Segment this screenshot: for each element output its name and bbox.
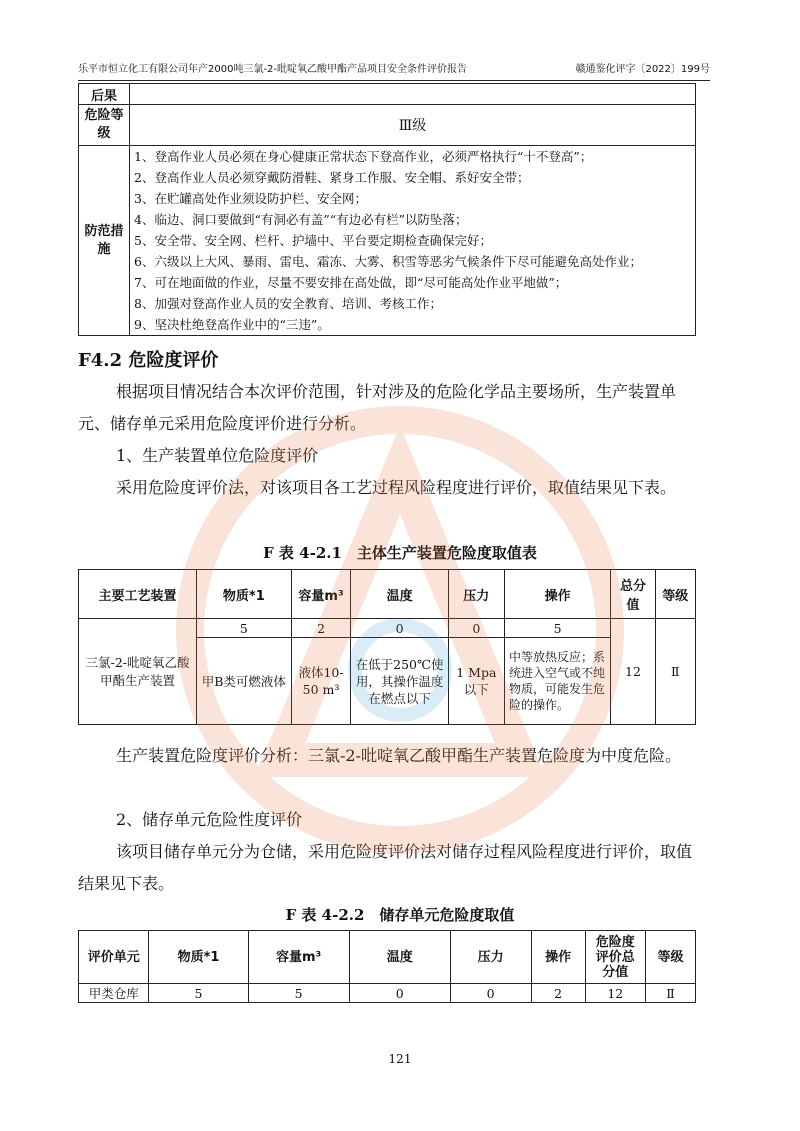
score-cell: 2 [531, 984, 585, 1003]
desc-cell: 1 Mpa以下 [448, 638, 504, 725]
column-header: 温度 [351, 570, 448, 619]
column-header: 等级 [655, 570, 695, 619]
paragraph-intro: 根据项目情况结合本次评价范围，针对涉及的危险化学品主要场所，生产装置单元、储存单元采用危险度评价进行分析。 [78, 382, 677, 433]
column-header: 操作 [531, 931, 585, 984]
score-cell: 0 [448, 619, 504, 638]
score-cell: 0 [349, 984, 450, 1003]
table-caption-production: F 表 4-2.1 主体生产装置危险度取值表 [263, 544, 537, 562]
list-item: 7、可在地面做的作业，尽量不要安排在高处做，即“尽可能高处作业平地做”； [134, 275, 568, 290]
column-header: 操作 [504, 570, 610, 619]
column-header: 温度 [349, 931, 450, 984]
column-header: 容量m³ [291, 570, 351, 619]
table-caption-storage: F 表 4-2.2 储存单元危险度取值 [285, 906, 515, 924]
table-header-row [79, 570, 696, 619]
score-cell: 0 [351, 619, 448, 638]
consequence-label: 后果 [79, 84, 130, 105]
column-header: 等级 [645, 931, 695, 984]
desc-cell: 中等放热反应；系统进入空气或不纯物质，可能发生危险的操作。 [504, 638, 610, 725]
column-header: 容量m³ [248, 931, 349, 984]
column-header: 压力 [450, 931, 531, 984]
score-cell: 5 [197, 619, 291, 638]
score-cell: 5 [504, 619, 610, 638]
score-cell: 5 [149, 984, 248, 1003]
table-row [79, 984, 696, 1003]
section-title: F4.2 危险度评价 [78, 350, 219, 371]
list-item: 4、临边、洞口要做到“有洞必有盖”“有边必有栏”以防坠落； [134, 212, 468, 227]
column-header: 物质*1 [197, 570, 291, 619]
production-risk-table [78, 569, 696, 725]
table-row [79, 146, 696, 336]
measures-list [130, 146, 696, 336]
subheading-production: 1、生产装置单位危险度评价 [116, 446, 319, 465]
total-cell: 12 [585, 984, 645, 1003]
grade-cell: Ⅱ [645, 984, 695, 1003]
score-cell: 0 [450, 984, 531, 1003]
measures-label: 防范措施 [79, 146, 130, 336]
list-item: 1、登高作业人员必须在身心健康正常状态下登高作业，必须严格执行“十不登高”； [134, 149, 593, 164]
list-item: 8、加强对登高作业人员的安全教育、培训、考核工作； [134, 296, 442, 311]
measures-table [78, 83, 696, 336]
subheading-storage: 2、储存单元危险性度评价 [116, 810, 303, 829]
list-item: 9、坚决杜绝登高作业中的“三违”。 [134, 317, 330, 332]
table-row [79, 105, 696, 146]
level-value: Ⅲ级 [130, 105, 696, 146]
list-item: 3、在贮罐高处作业须设防护栏、安全网； [134, 191, 367, 206]
column-header: 危险度评价总分值 [585, 931, 645, 984]
score-cell: 5 [248, 984, 349, 1003]
device-cell: 三氯-2-吡啶氧乙酸甲酯生产装置 [79, 619, 197, 725]
page-number: 121 [388, 1052, 412, 1066]
header-report-no: 赣通鉴化评字〔2022〕199号 [575, 64, 710, 75]
list-item: 6、六级以上大风、暴雨、雷电、霜冻、大雾、积雪等恶劣气候条件下尽可能避免高处作业； [134, 254, 642, 269]
paragraph-method: 采用危险度评价法，对该项目各工艺过程风险程度进行评价，取值结果见下表。 [116, 478, 677, 497]
score-cell: 2 [291, 619, 351, 638]
list-item: 2、登高作业人员必须穿戴防滑鞋、紧身工作服、安全帽、系好安全带； [134, 170, 530, 185]
column-header: 总分值 [611, 570, 655, 619]
page-header [78, 60, 710, 81]
paragraph-analysis: 生产装置危险度评价分析：三氯-2-吡啶氧乙酸甲酯生产装置危险度为中度危险。 [116, 746, 681, 765]
header-title: 乐平市恒立化工有限公司年产2000吨三氯-2-吡啶氧乙酸甲酯产品项目安全条件评价报告 [78, 64, 468, 75]
level-label: 危险等级 [79, 105, 130, 146]
column-header: 评价单元 [79, 931, 149, 984]
column-header: 主要工艺装置 [79, 570, 197, 619]
total-cell: 12 [611, 619, 655, 725]
grade-cell: Ⅱ [655, 619, 695, 725]
consequence-value [130, 84, 696, 105]
table-row [79, 84, 696, 105]
desc-cell: 液体10-50 m³ [291, 638, 351, 725]
table-header-row [79, 931, 696, 984]
unit-cell: 甲类仓库 [79, 984, 149, 1003]
list-item: 5、安全带、安全网、栏杆、护墙中、平台要定期检查确保完好； [134, 233, 492, 248]
desc-cell: 在低于250℃使用，其操作温度在燃点以下 [351, 638, 448, 725]
desc-cell: 甲B类可燃液体 [197, 638, 291, 725]
column-header: 物质*1 [149, 931, 248, 984]
storage-risk-table [78, 930, 696, 1003]
paragraph-storage: 该项目储存单元分为仓储，采用危险度评价法对储存过程风险程度进行评价，取值结果见下表。 [78, 842, 693, 893]
column-header: 压力 [448, 570, 504, 619]
table-row [79, 619, 696, 638]
